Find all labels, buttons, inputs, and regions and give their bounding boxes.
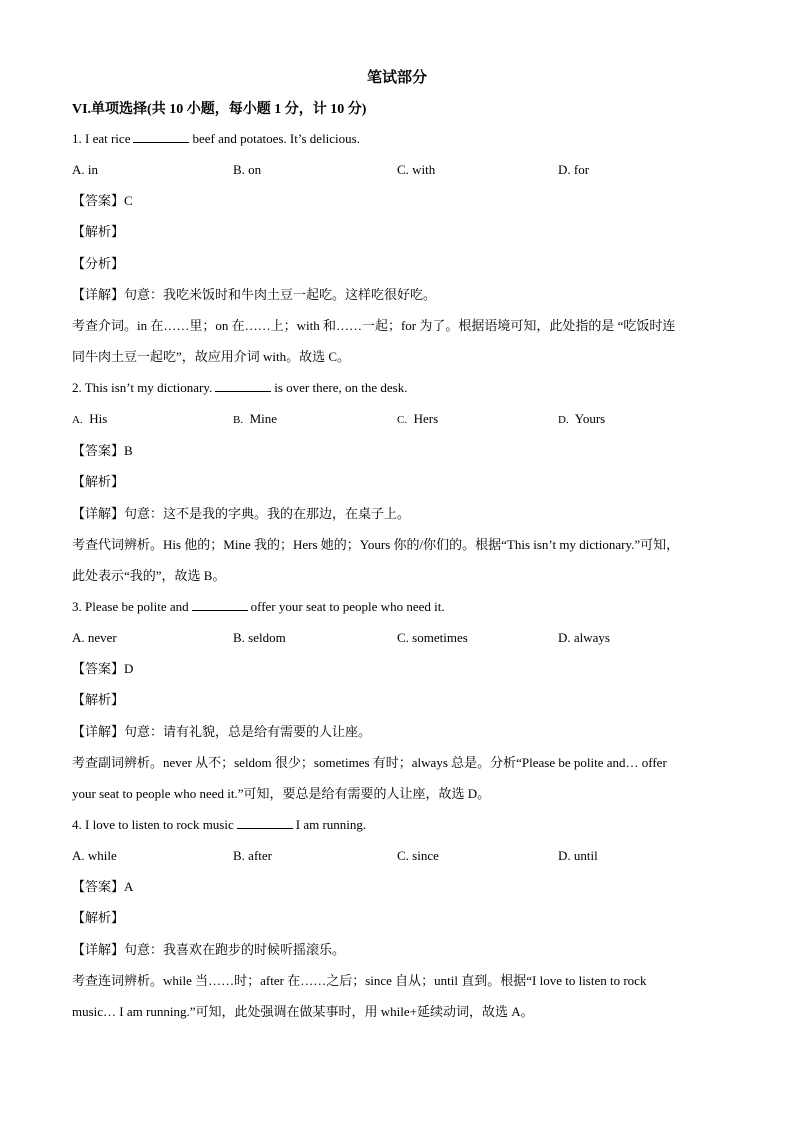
question-4-explain-line-1: 考查连词辨析。while 当……时；after 在……之后；since 自从；until 直到。根据“I love to listen to rock <box>72 973 647 988</box>
question-1-detail <box>72 286 436 304</box>
question-1-stem-before: 1. I eat rice <box>72 131 131 146</box>
section-title: VI.单项选择(共 10 小题，每小题 1 分，计 10 分) <box>72 102 367 117</box>
question-3-option-d: D. always <box>558 630 610 645</box>
question-4-option-d: D. until <box>558 848 598 863</box>
answer-blank <box>133 130 189 143</box>
question-4-stem-after: I am running. <box>295 817 367 832</box>
option-letter: C. <box>397 414 408 426</box>
question-3-explain-line-1: 考查副词辨析。never 从不；seldom 很少；sometimes 有时；always 总是。分析“Please be polite and… offer <box>72 755 667 770</box>
question-3-option-a: A. never <box>72 630 117 645</box>
detail-label: 【详解】 <box>72 287 125 302</box>
question-4-answer <box>72 878 133 896</box>
question-2-option-d <box>558 410 605 429</box>
question-1-answer <box>72 192 133 210</box>
option-text: Hers <box>413 411 439 426</box>
option-text: Yours <box>574 411 606 426</box>
answer-label: 【答案】 <box>72 193 125 208</box>
question-4-explain-line-2: music… I am running.”可知，此处强调在做某事时，用 while+延续动词，故选 A。 <box>72 1004 534 1019</box>
option-letter: D. <box>558 414 569 426</box>
question-4-analysis-label: 【解析】 <box>72 910 125 925</box>
question-1-stem <box>72 130 360 148</box>
question-3-option-b: B. seldom <box>233 630 286 645</box>
question-3-explain-line-2: your seat to people who need it.”可知，要总是给有需要的人让座，故选 D。 <box>72 786 491 801</box>
page-title: 笔试部分 <box>366 70 427 86</box>
option-letter: B. <box>233 414 244 426</box>
question-4-option-b: B. after <box>233 848 272 863</box>
option-text: Mine <box>249 411 278 426</box>
detail-label: 【详解】 <box>72 506 125 521</box>
detail-text: 句意：请有礼貌，总是给有需要的人让座。 <box>124 724 372 739</box>
question-4-option-c: C. since <box>397 848 439 863</box>
answer-value: C <box>124 193 133 208</box>
question-3-analysis-label: 【解析】 <box>72 692 125 707</box>
option-letter: A. <box>72 414 83 426</box>
question-3-answer <box>72 660 133 678</box>
question-2-stem-before: 2. This isn’t my dictionary. <box>72 380 213 395</box>
question-3-stem-after: offer your seat to people who need it. <box>250 599 445 614</box>
question-3-stem <box>72 598 445 616</box>
answer-label: 【答案】 <box>72 661 125 676</box>
detail-label: 【详解】 <box>72 942 125 957</box>
question-1-option-a: A. in <box>72 162 98 177</box>
answer-label: 【答案】 <box>72 443 125 458</box>
question-1-stem-after: beef and potatoes. It’s delicious. <box>192 131 360 146</box>
answer-blank <box>237 816 293 829</box>
option-text: His <box>89 411 108 426</box>
question-4-detail <box>72 941 345 959</box>
question-4-stem <box>72 816 366 834</box>
question-2-explain-line-1: 考查代词辨析。His 他的；Mine 我的；Hers 她的；Yours 你的/你们的。根据“This isn’t my dictionary.”可知， <box>72 537 680 552</box>
answer-label: 【答案】 <box>72 879 125 894</box>
question-2-option-a <box>72 410 107 429</box>
detail-text: 句意：这不是我的字典。我的在那边，在桌子上。 <box>124 506 411 521</box>
question-3-option-c: C. sometimes <box>397 630 468 645</box>
question-1-explain-line-1: 考查介词。in 在……里；on 在……上；with 和……一起；for 为了。根据语境可知，此处指的是 “吃饭时连 <box>72 318 676 333</box>
answer-value: B <box>124 443 133 458</box>
detail-text: 句意：我吃米饭时和牛肉土豆一起吃。这样吃很好吃。 <box>124 287 437 302</box>
question-2-stem-after: is over there, on the desk. <box>274 380 408 395</box>
question-1-analysis-label: 【解析】 <box>72 224 125 239</box>
question-2-option-c <box>397 410 438 429</box>
question-1-option-c: C. with <box>397 162 436 177</box>
question-3-stem-before: 3. Please be polite and <box>72 599 189 614</box>
question-1-option-b: B. on <box>233 162 262 177</box>
answer-blank <box>215 379 271 392</box>
answer-blank <box>192 598 248 611</box>
question-1-explain-line-2: 同牛肉土豆一起吃”，故应用介词 with。故选 C。 <box>72 349 351 364</box>
question-2-explain-line-2: 此处表示“我的”，故选 B。 <box>72 568 226 583</box>
question-3-detail <box>72 723 371 741</box>
detail-label: 【详解】 <box>72 724 125 739</box>
answer-value: D <box>124 661 134 676</box>
question-2-detail <box>72 505 410 523</box>
question-1-option-d: D. for <box>558 162 590 177</box>
question-2-analysis-label: 【解析】 <box>72 474 125 489</box>
question-2-answer <box>72 442 133 460</box>
question-1-fenxi-label: 【分析】 <box>72 256 125 271</box>
question-4-stem-before: 4. I love to listen to rock music <box>72 817 234 832</box>
question-2-stem <box>72 379 407 397</box>
detail-text: 句意：我喜欢在跑步的时候听摇滚乐。 <box>124 942 346 957</box>
question-4-option-a: A. while <box>72 848 117 863</box>
answer-value: A <box>124 879 134 894</box>
question-2-option-b <box>233 410 277 429</box>
